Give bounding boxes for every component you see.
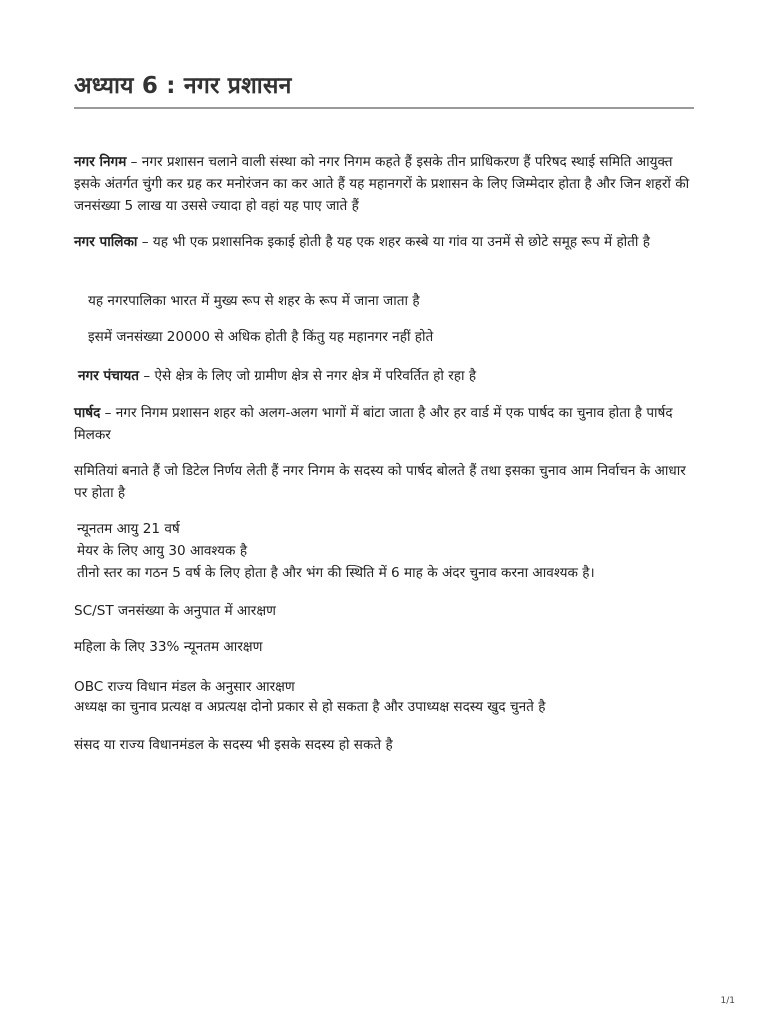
nagar-nigam-term: नगर निगम xyxy=(74,154,127,170)
nagar-panchayat-term: नगर पंचायत xyxy=(78,368,139,384)
nagar-panchayat-paragraph xyxy=(78,365,702,387)
nagar-palika-term: नगर पालिका xyxy=(74,234,138,250)
nagar-nigam-paragraph xyxy=(74,151,698,217)
three-tier-line: तीनो स्तर का गठन 5 वर्ष के लिए होता है और भंग की स्थिति में 6 माह के अंदर चुनाव करना आवश्यक है। xyxy=(77,565,595,581)
scst-reservation-line: SC/ST जनसंख्या के अनुपात में आरक्षण xyxy=(74,603,276,619)
nagar-palika-text: – यह भी एक प्रशासनिक इकाई होती है यह एक शहर कस्बे या गांव या उनमें से छोटे समूह रूप में होती है xyxy=(137,234,650,250)
page-title: अध्याय 6 : नगर प्रशासन xyxy=(74,73,292,99)
obc-reservation-line: OBC राज्य विधान मंडल के अनुसार आरक्षण xyxy=(74,679,295,695)
samitiyan-paragraph: समितियां बनाते हैं जो डिटेल निर्णय लेती हैं नगर निगम के सदस्य को पार्षद बोलते हैं तथा इसका चुनाव आम निर्वाचन के आधार पर होता है xyxy=(74,463,686,501)
palika-note-2: इसमें जनसंख्या 20000 से अधिक होती है किंतु यह महानगर नहीं होते xyxy=(88,329,434,345)
nagar-nigam-text: – नगर प्रशासन चलाने वाली संस्था को नगर निगम कहते हैं इसके तीन प्राधिकरण हैं परिषद स्थाई समिति आयुक्त इसके अंतर्गत चुंगी कर ग्रह कर मनोरंजन का कर आते हैं यह महानगरों के प्रशासन के लिए जिम्मेदार होता है और जिन शहरों की जनसंख्या 5 लाख या उससे ज्यादा हो वहां यह पाए जाते हैं xyxy=(74,154,690,214)
sansad-member-line: संसद या राज्य विधानमंडल के सदस्य भी इसके सदस्य हो सकते है xyxy=(74,737,393,753)
nagar-panchayat-text: – ऐसे क्षेत्र के लिए जो ग्रामीण क्षेत्र से नगर क्षेत्र में परिवर्तित हो रहा है xyxy=(139,368,477,384)
page-number: 1/1 xyxy=(720,996,735,1006)
palika-note-1: यह नगरपालिका भारत में मुख्य रूप से शहर के रूप में जाना जाता है xyxy=(88,293,420,309)
parshad-term: पार्षद xyxy=(74,405,101,421)
age-minimum-line: न्यूनतम आयु 21 वर्ष xyxy=(77,521,180,537)
parshad-paragraph xyxy=(74,402,698,446)
chairman-election-line: अध्यक्ष का चुनाव प्रत्यक्ष व अप्रत्यक्ष दोनो प्रकार से हो सकता है और उपाध्यक्ष सदस्य खुद चुनते है xyxy=(74,699,546,715)
parshad-text: – नगर निगम प्रशासन शहर को अलग-अलग भागों में बांटा जाता है और हर वार्ड में एक पार्षद का चुनाव होता है पार्षद मिलकर xyxy=(74,405,673,443)
title-divider xyxy=(74,107,694,109)
mayor-age-line: मेयर के लिए आयु 30 आवश्यक है xyxy=(77,543,248,559)
women-reservation-line: महिला के लिए 33% न्यूनतम आरक्षण xyxy=(74,639,263,655)
nagar-palika-paragraph xyxy=(74,231,698,253)
